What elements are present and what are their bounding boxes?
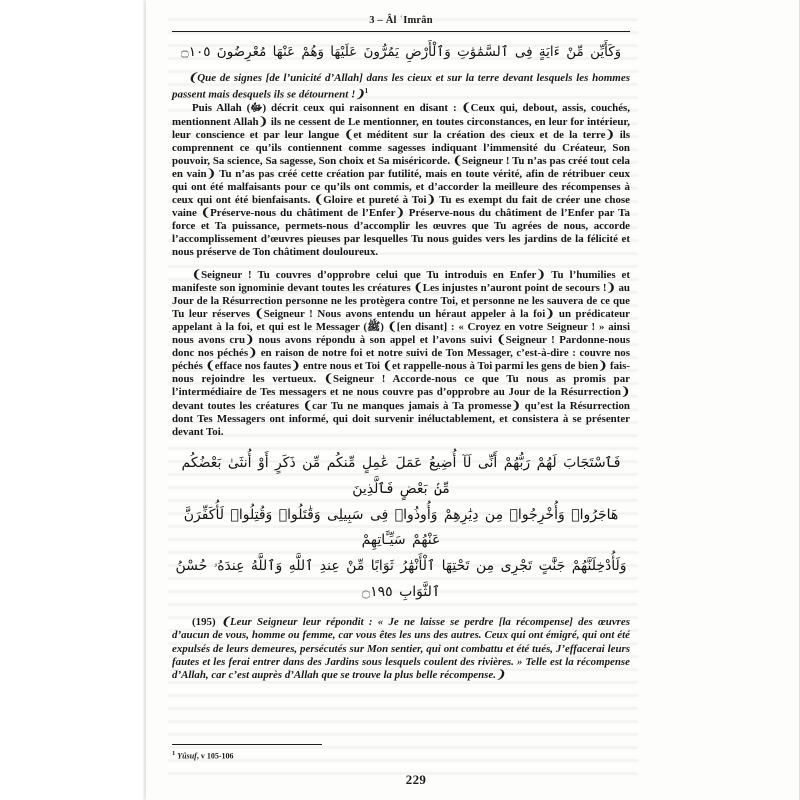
verse-number: (195): [192, 616, 216, 629]
running-head: 3 – Âl ʿImrân: [369, 15, 433, 26]
header-rule: [172, 31, 630, 32]
page-number: 229: [405, 772, 427, 787]
footnote: [172, 748, 472, 762]
text-column: [172, 0, 630, 682]
footnote-source: Yûsuf: [177, 751, 197, 761]
verse-translation-text: ❨Leur Seigneur leur répondit : « Je ne laisse se perdre [la récompense] des œuvres d’aucun de vous, homme ou femme, car vous êtes les uns des autres. Ceux qui ont émigré, qui ont été expulsés de leurs demeures, persécutés sur Mon sentier, qui ont combattu et été tués, J’effacerai leurs fautes et les ferai entrer dans des Jardins sous lesquels coulent des rivières. » Telle est la récompense d’Allah, car c’est auprès d’Allah que se trouve la plus belle récompense.❩: [172, 616, 630, 681]
footnote-mark: 1: [172, 750, 176, 757]
verse-translation: [172, 616, 630, 682]
commentary-paragraph-1: Puis Allah (ﷻ) décrit ceux qui raisonnent en disant : ❨Ceux qui, debout, assis, couchés, mentionnent Allah❩ ils ne cessent de Le mentionner, en toutes circonstances, en leur for intérieur, leur conscience et par leur langue ❨et méditent sur la création des cieux et de la terre❩ ils comprennent ce qu’ils contiennent comme sagesses indiquant l’immensité du Créateur, Son pouvoir, Sa science, Sa sagesse, Son choix et Sa miséricorde. ❨Seigneur ! Tu n’as pas créé tout cela en vain❩ Tu n’as pas créé cette création par futilité, mais en toute vérité, afin de rétribuer ceux qui ont été malfaisants pour ce qu’ils ont commis, et d’accorder la meilleure des récompenses à ceux qui ont été bienfaisants. ❨Gloire et pureté à Toi❩ Tu es exempt du fait de créer une chose vaine ❨Préserve-nous du châtiment de l’Enfer❩ Préserve-nous du châtiment de l’Enfer par Ta force et Ta puissance, permets-nous d’accomplir les œuvres que Tu agrées de nous, accorde l’accomplissement d’œuvres pieuses par lesquelles Tu nous guides vers les jardins de la félicité et nous préserve de Ton châtiment douloureux.: [172, 102, 630, 259]
ayah-line-top: وَكَأَيِّن مِّنْ ءَايَةٍ فِى ٱلسَّمَٰوَٰتِ وَٱلْأَرْضِ يَمُرُّونَ عَلَيْهَا وَهُمْ عَنْهَا مُعْرِضُونَ ۝١٠٥: [180, 44, 622, 60]
ayah-block-line-1: فَٱسْتَجَابَ لَهُمْ رَبُّهُمْ أَنِّى لَآ أُضِيعُ عَمَلَ عَٰمِلٍ مِّنكُم مِّن ذَكَرٍ أَوْ أُنثَىٰ بَعْضُكُم مِّنۢ بَعْضٍ فَٱلَّذِينَ: [181, 454, 621, 497]
commentary-paragraph-2: ❨Seigneur ! Tu couvres d’opprobre celui que Tu introduis en Enfer❩ Tu l’humilies et manifeste son ignominie devant toutes les créatures ❨Les injustes n’auront point de secours !❩ au Jour de la Résurrection personne ne les protègera contre Toi, et personne ne les sauvera de ce que Tu leur réserves ❨Seigneur ! Nous avons entendu un héraut appeler à la foi❩ un prédicateur appelant à la foi, et qui est le Messager (ﷺ) ❨[en disant] : « Croyez en votre Seigneur ! » ainsi nous avons cru❩ nous avons répondu à son appel et l’avons suivi ❨Seigneur ! Pardonne-nous donc nos péchés❩ en raison de notre foi et notre suivi de Ton Messager, c’est-à-dire : couvre nos péchés ❨efface nos fautes❩ entre nous et Toi ❨et rappelle-nous à Toi parmi les gens de bien❩ fais-nous rejoindre les vertueux. ❨Seigneur ! Accorde-nous ce que Tu nous as promis par l’intermédiaire de Tes messagers et ne nous couvre pas d’opprobre au Jour de la Résurrection❩ devant toutes les créatures ❨car Tu ne manques jamais à Ta promesse❩ qu’est la Résurrection dont Tes Messagers ont informé, qui doit survenir inéluctablement, et consistera à se présenter devant Toi.: [172, 268, 630, 438]
footnote-marker: 1: [364, 87, 369, 96]
opening-translation-text: ❨Que de signes [de l’unicité d’Allah] dans les cieux et sur la terre devant lesquels les hommes passent mais desquels ils se détournent !❩: [172, 71, 630, 102]
ayah-block-line-2: هَاجَرُوا۟ وَأُخْرِجُوا۟ مِن دِيَٰرِهِمْ وَأُوذُوا۟ فِى سَبِيلِى وَقَٰتَلُوا۟ وَقُتِلُوا۟ لَأُكَفِّرَنَّ عَنْهُمْ سَيِّـَٔاتِهِمْ: [183, 506, 619, 549]
ayah-block-3-195: [172, 451, 630, 606]
ayah-block-line-3: وَلَأُدْخِلَنَّهُمْ جَنَّٰتٍ تَجْرِى مِن تَحْتِهَا ٱلْأَنْهَٰرُ ثَوَابًا مِّنْ عِندِ ٱللَّهِ وَٱللَّهُ عِندَهُۥ حُسْنُ ٱلثَّوَابِ ۝١٩٥: [175, 558, 627, 601]
footnote-rule: [172, 744, 322, 745]
opening-translation: [172, 72, 630, 102]
footnote-reference: , v 105-106: [196, 751, 234, 761]
